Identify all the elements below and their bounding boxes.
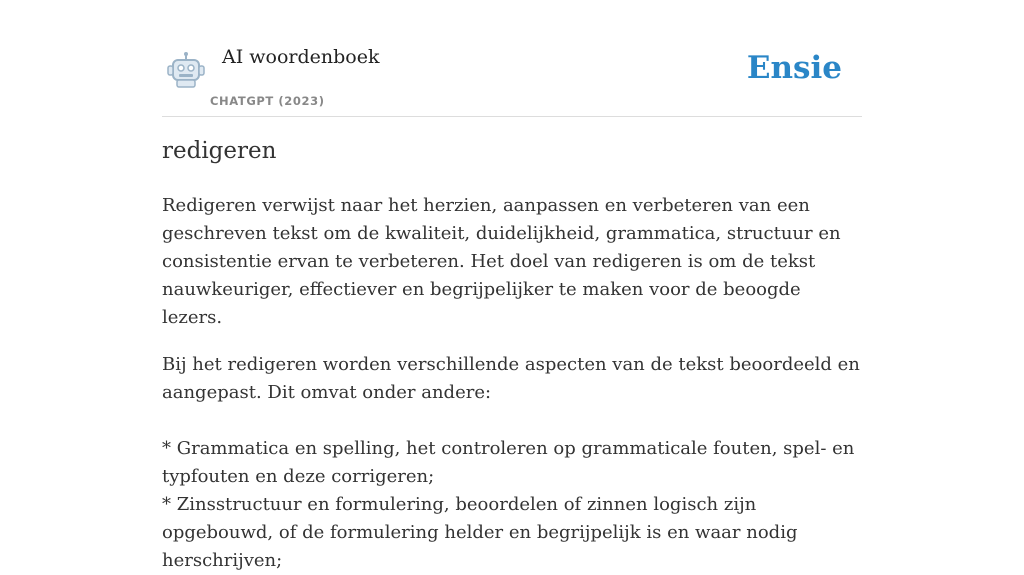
source-subtitle: CHATGPT (2023)	[210, 94, 325, 108]
source-header	[162, 40, 862, 117]
entry-definition	[162, 192, 862, 575]
definition-paragraph: Bij het redigeren worden verschillende aspecten van de tekst beoordeeld en aangepast. Dit omvat onder andere:	[162, 354, 860, 403]
list-item: * Zinsstructuur en formulering, beoordelen of zinnen logisch zijn opgebouwd, of de formulering helder en begrijpelijk is en waar nodig herschrijven;	[162, 494, 798, 571]
list-item: * Grammatica en spelling, het controleren op grammaticale fouten, spel- en typfouten en deze corrigeren;	[162, 438, 855, 487]
definition-paragraph: Redigeren verwijst naar het herzien, aanpassen en verbeteren van een geschreven tekst om de kwaliteit, duidelijkheid, grammatica, structuur en consistentie ervan te verbeteren. Het doel van redigeren is om de tekst nauwkeuriger, effectiever en begrijpelijker te maken voor de beoogde lezers.	[162, 195, 841, 328]
entry-term: redigeren	[162, 138, 277, 164]
source-title[interactable]: AI woordenboek	[222, 46, 380, 68]
robot-icon	[166, 51, 206, 91]
brand-logo[interactable]: Ensie	[746, 50, 842, 86]
